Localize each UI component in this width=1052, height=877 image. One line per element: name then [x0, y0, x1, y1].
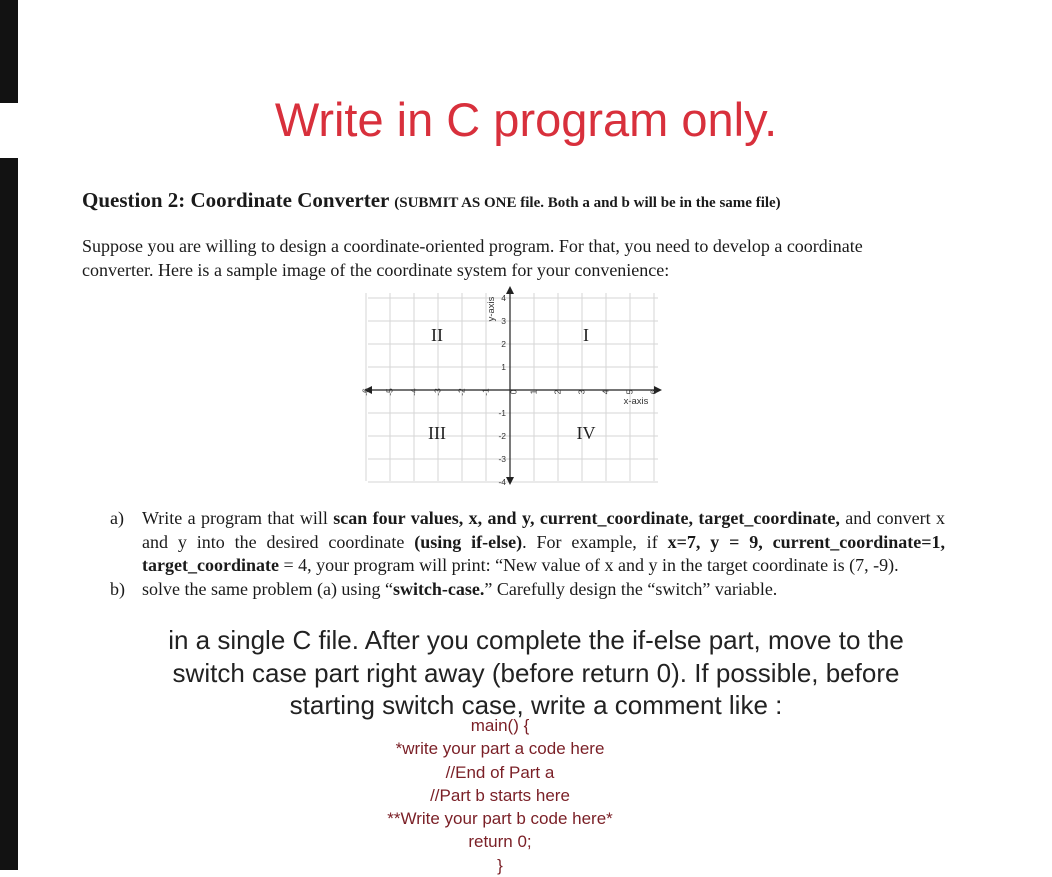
y-tick-label: -1 — [498, 408, 506, 418]
x-tick-label: -5 — [384, 388, 395, 396]
x-tick-label: 6 — [648, 389, 659, 395]
x-tick-label: -6 — [360, 388, 371, 396]
part-a-text: and convert x and y into the desired coordinate — [142, 508, 946, 552]
code-line: //Part b starts here — [430, 785, 570, 805]
part-b-label: b) — [110, 578, 125, 599]
quadrant-label-ii: II — [431, 325, 443, 345]
part-a — [110, 507, 945, 578]
y-tick-label: -4 — [498, 477, 506, 487]
question-title-subtitle: (SUBMIT AS ONE file. Both a and b will be in the same file) — [394, 195, 781, 211]
x-tick-label: -3 — [432, 388, 443, 396]
quadrant-label-iii: III — [428, 423, 446, 443]
handwritten-note — [116, 624, 956, 722]
x-tick-label: -1 — [480, 388, 491, 396]
quadrant-label-iv: IV — [576, 423, 596, 443]
y-tick-label: 1 — [501, 362, 506, 372]
y-tick-label: -3 — [498, 454, 506, 464]
note-line: starting switch case, write a comment like : — [289, 690, 783, 720]
part-b-text: solve the same problem (a) using “ — [142, 578, 393, 599]
note-line: in a single C file. After you complete the if-else part, move to the — [168, 625, 904, 655]
y-tick-label: 4 — [501, 293, 506, 303]
quadrant-label-i: I — [583, 325, 589, 345]
x-tick-label: 3 — [576, 389, 587, 395]
y-tick-label: -2 — [498, 431, 506, 441]
x-axis-label: x-axis — [623, 396, 649, 407]
x-tick-label: 4 — [600, 389, 611, 395]
question-parts — [110, 507, 945, 601]
part-b-bold: switch-case. — [392, 578, 485, 599]
y-axis-up-arrow — [506, 286, 514, 294]
note-line: switch case part right away (before return 0). If possible, before — [172, 657, 900, 688]
axes — [364, 286, 662, 485]
code-example — [0, 714, 1000, 877]
y-tick-label: 2 — [501, 339, 506, 349]
code-line: main() { — [470, 716, 530, 735]
part-b — [110, 578, 945, 602]
x-tick-label: 1 — [528, 389, 539, 395]
part-a-text: . For example, if — [522, 531, 668, 552]
part-a-bold: x=7, y = 9, current_coordinate=1, target_coordinate — [142, 531, 945, 575]
intro-line: Suppose you are willing to design a coordinate-oriented program. For that, you need to develop a coordinate — [82, 236, 863, 256]
x-tick-label: 5 — [624, 389, 635, 395]
x-tick-label: -2 — [456, 388, 467, 396]
x-tick-label: 2 — [552, 389, 563, 395]
x-tick-label: 0 — [508, 389, 519, 395]
headline: Write in C program only. — [274, 93, 778, 146]
intro-line: converter. Here is a sample image of the coordinate system for your convenience: — [82, 260, 670, 280]
code-line: *write your part a code here — [395, 739, 605, 759]
intro-paragraph — [82, 234, 944, 282]
part-a-text: Write a program that will — [142, 508, 334, 528]
code-line: //End of Part a — [445, 762, 555, 782]
part-a-label: a) — [110, 508, 124, 528]
x-tick-label: -4 — [408, 388, 419, 396]
code-line: } — [497, 855, 503, 875]
part-a-bold: scan four values, x, and y, current_coordinate, target_coordinate, — [333, 508, 840, 528]
part-a-bold: (using if-else) — [414, 531, 523, 552]
question-title — [82, 186, 781, 217]
code-line: return 0; — [468, 832, 532, 852]
y-tick-label: 3 — [501, 316, 506, 326]
question-title-main: Question 2: Coordinate Converter — [82, 188, 389, 212]
part-a-text: = 4, your program will print: “New value of x and y in the target coordinate is (7, -9). — [278, 555, 899, 575]
part-b-text: ” Carefully design the “switch” variable. — [484, 578, 778, 599]
y-axis-label: y-axis — [486, 296, 497, 322]
code-line: **Write your part b code here* — [387, 809, 613, 829]
left-edge-bar — [0, 0, 18, 103]
y-axis-down-arrow — [506, 477, 514, 485]
coordinate-plane-figure — [360, 285, 664, 491]
grid-lines — [366, 293, 658, 482]
